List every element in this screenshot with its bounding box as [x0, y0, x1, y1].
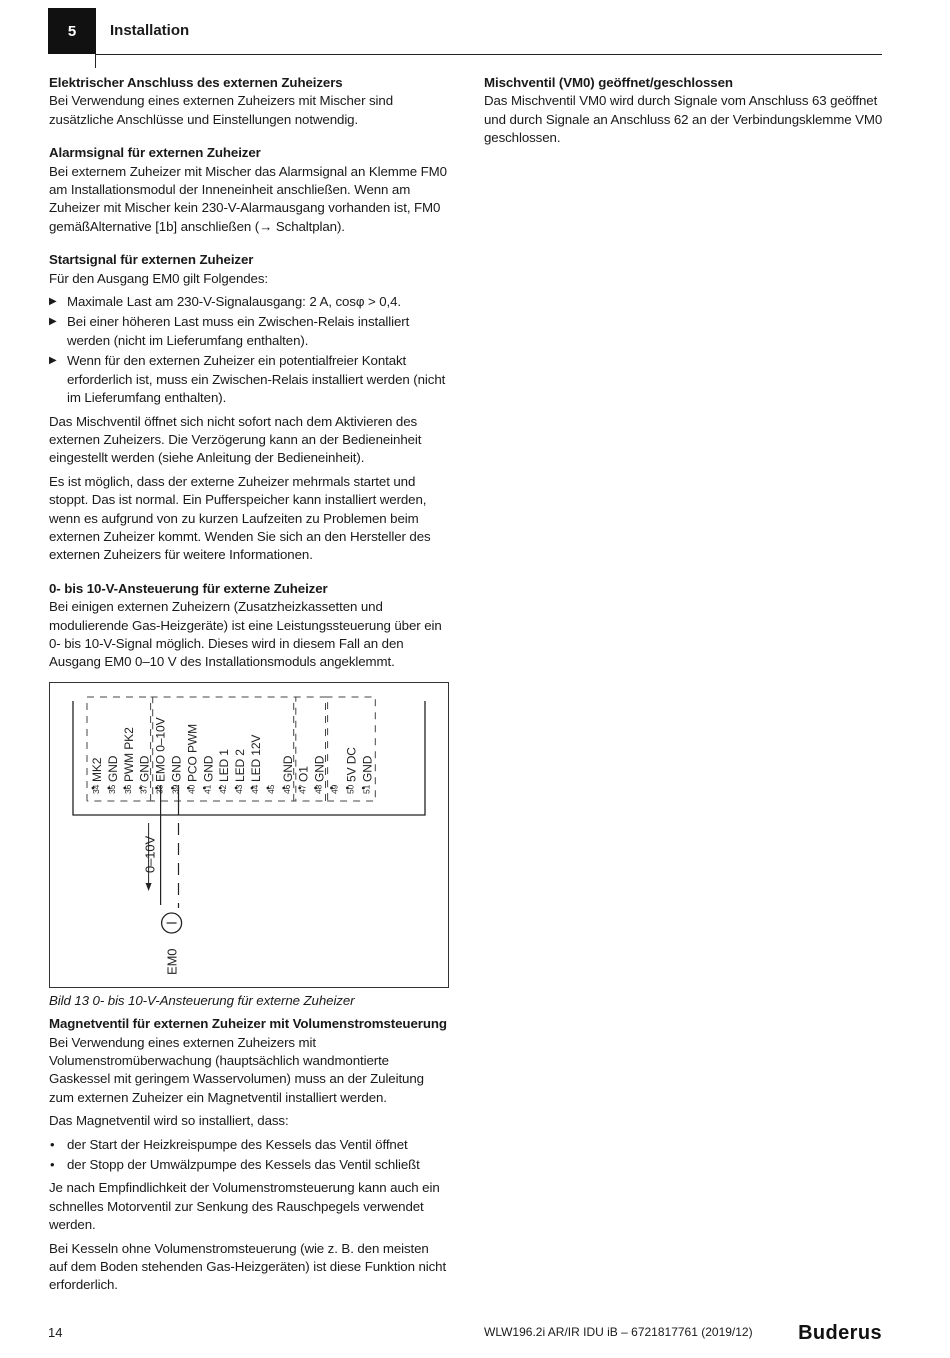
- chapter-title: Installation: [110, 22, 190, 39]
- list-item: [49, 293, 449, 311]
- terminal-number-47: 47: [297, 784, 308, 794]
- terminal-number-39: 39: [170, 784, 181, 794]
- signal-arrow-head: [146, 883, 152, 891]
- terminal-label-35: GND: [105, 755, 120, 782]
- page-footer: [48, 1322, 882, 1346]
- condition-list: [49, 1136, 449, 1175]
- paragraph: Bei Kesseln ohne Volumenstromsteuerung (wie z. B. den meisten auf dem Boden stehenden Gas-Heizgeräten) ist diese Funktion nicht erforderlich.: [49, 1240, 447, 1293]
- figure-caption: Bild 13 0- bis 10-V-Ansteuerung für externe Zuheizer: [49, 992, 355, 1008]
- terminal-label-51: GND: [360, 755, 375, 782]
- triangle-bullet-icon: ▶: [49, 316, 57, 328]
- terminal-number-35: 35: [106, 784, 117, 794]
- paragraph: Je nach Empfindlichkeit der Volumenstromsteuerung kann auch ein schnelles Motorventil zur Senkung des Rauschpegels verwendet werden.: [49, 1180, 440, 1233]
- page-number: 14: [48, 1325, 63, 1340]
- section-heading: 0- bis 10-V-Ansteuerung für externe Zuheizer: [49, 580, 328, 596]
- brand-logo: Buderus: [798, 1322, 882, 1344]
- terminal-number-34: 34: [91, 784, 101, 794]
- terminal-number-43: 43: [234, 784, 245, 794]
- paragraph: Für den Ausgang EM0 gilt Folgendes:: [49, 270, 268, 286]
- section-heading: Elektrischer Anschluss des externen Zuheizers: [49, 75, 343, 90]
- terminal-number-45: 45: [265, 784, 276, 794]
- terminal-number-44: 44: [250, 784, 260, 794]
- header-rule: [96, 54, 882, 55]
- terminal-label-41: GND: [201, 755, 216, 782]
- terminal-label-46: GND: [280, 755, 295, 782]
- paragraph: Das Magnetventil wird so installiert, dass:: [49, 1113, 289, 1129]
- terminal-number-41: 41: [202, 784, 213, 794]
- dot-bullet-icon: •: [50, 1136, 55, 1152]
- list-item: [49, 1156, 449, 1174]
- wiring-diagram-svg: [50, 683, 448, 987]
- dot-bullet-icon: •: [50, 1157, 55, 1173]
- list-item-text: Wenn für den externen Zuheizer ein potentialfreier Kontakt erforderlich ist, muss ein Zwischen-Relais installiert werden (nicht im Lieferumfang enthalten).: [67, 353, 446, 406]
- terminal-label-42: LED 1: [217, 748, 232, 782]
- paragraph: Bei Verwendung eines externen Zuheizers mit Mischer sind zusätzliche Anschlüsse und Einstellungen notwendig.: [49, 93, 393, 127]
- terminal-label-37: GND: [137, 755, 152, 782]
- triangle-bullet-icon: ▶: [49, 355, 57, 367]
- list-item-text: Maximale Last am 230-V-Signalausgang: 2 A, cosφ > 0,4.: [67, 294, 401, 310]
- list-item: [49, 313, 449, 350]
- paragraph: Bei einigen externen Zuheizern (Zusatzheizkassetten und modulierende Gas-Heizgeräte) ist eine Leistungssteuerung über ein 0- bis 10-V-Signal möglich. Dieses wird in diesem Fall an den Ausgang EM0 0–10 V des Installationsmoduls angeklemmt.: [49, 599, 442, 670]
- section-heading: Startsignal für externen Zuheizer: [49, 252, 254, 268]
- paragraph: Bei externem Zuheizer mit Mischer das Alarmsignal an Klemme FM0 am Installationsmodul der Inneneinheit anschließen. Wenn am Zuheizer mit Mischer kein 230-V-Alarmausgang vorhanden ist, FM0 gemäßAlternative [1b] anschließen (→ Schaltplan).: [49, 163, 447, 234]
- list-item: [49, 352, 449, 407]
- paragraph: Bei Verwendung eines externen Zuheizers mit Volumenstromüberwachung (hauptsächlich wandmontierte Gaskessel mit geringem Wasservolumen) muss an der Zuleitung zum externen Zuheizer ein Magnetventil installiert werden.: [49, 1034, 424, 1105]
- terminal-number-50: 50: [345, 784, 356, 794]
- signal-label: 0–10V: [142, 835, 158, 873]
- terminal-label-39: GND: [169, 755, 184, 782]
- wiring-diagram: [49, 682, 449, 988]
- document-reference: WLW196.2i AR/IR IDU iB – 6721817761 (2019/12): [484, 1325, 753, 1339]
- terminal-label-36: PWM PK2: [121, 727, 136, 782]
- page-header: [48, 8, 882, 55]
- terminal-number-42: 42: [218, 784, 229, 794]
- terminal-number-36: 36: [122, 784, 133, 794]
- terminal-label-38: EMO 0–10V: [153, 717, 168, 782]
- list-item-text: Bei einer höheren Last muss ein Zwischen-Relais installiert werden (nicht im Lieferumfang enthalten).: [67, 314, 410, 348]
- terminal-number-38: 38: [154, 784, 165, 794]
- terminal-label-47: O1: [296, 765, 311, 782]
- section-heading: Mischventil (VM0) geöffnet/geschlossen: [484, 75, 733, 90]
- terminal-number-51: 51: [361, 784, 372, 794]
- triangle-bullet-icon: ▶: [49, 296, 57, 308]
- terminal-label-34: MK2: [90, 757, 104, 782]
- header-tick: [95, 54, 96, 68]
- paragraph: Das Mischventil öffnet sich nicht sofort nach dem Aktivieren des externen Zuheizers. Die Verzögerung kann an der Bedieneinheit eingestellt werden (siehe Anleitung der Bedieneinheit).: [49, 413, 422, 466]
- terminal-number-46: 46: [281, 784, 292, 794]
- terminal-number-49: 49: [329, 784, 340, 794]
- terminal-number-37: 37: [138, 784, 149, 794]
- paragraph: Es ist möglich, dass der externe Zuheizer mehrmals startet und stoppt. Das ist normal. Ein Pufferspeicher kann installiert werden, wenn es aufgrund von zu kurzen Laufzeiten zu Problemen beim externen Zuheizer kommt. Wenden Sie sich an den Hersteller des externen Zuheizers für weitere Informationen.: [49, 473, 431, 563]
- terminal-number-48: 48: [313, 784, 324, 794]
- terminal-label-43: LED 2: [233, 748, 248, 782]
- left-column: [49, 74, 449, 1300]
- section-heading: Magnetventil für externen Zuheizer mit Volumenstromsteuerung: [49, 1016, 447, 1032]
- right-column: [484, 74, 884, 153]
- terminal-number-40: 40: [186, 784, 197, 794]
- terminal-label-44: LED 12V: [249, 734, 263, 782]
- device-label: EM0: [164, 948, 180, 975]
- terminal-label-48: GND: [312, 755, 327, 782]
- section-heading: Alarmsignal für externen Zuheizer: [49, 145, 261, 161]
- paragraph: Das Mischventil VM0 wird durch Signale vom Anschluss 63 geöffnet und durch Signale an Anschluss 62 an der Verbindungsklemme VM0 geschlossen.: [484, 93, 883, 146]
- instruction-list: [49, 293, 449, 407]
- terminal-label-50: 5V DC: [344, 746, 359, 782]
- list-item-text: der Start der Heizkreispumpe des Kessels das Ventil öffnet: [67, 1136, 408, 1152]
- chapter-number: 5: [48, 8, 96, 54]
- list-item: [49, 1136, 449, 1154]
- list-item-text: der Stopp der Umwälzpumpe des Kessels das Ventil schließt: [67, 1157, 420, 1173]
- terminal-label-40: PCO PWM: [185, 723, 200, 782]
